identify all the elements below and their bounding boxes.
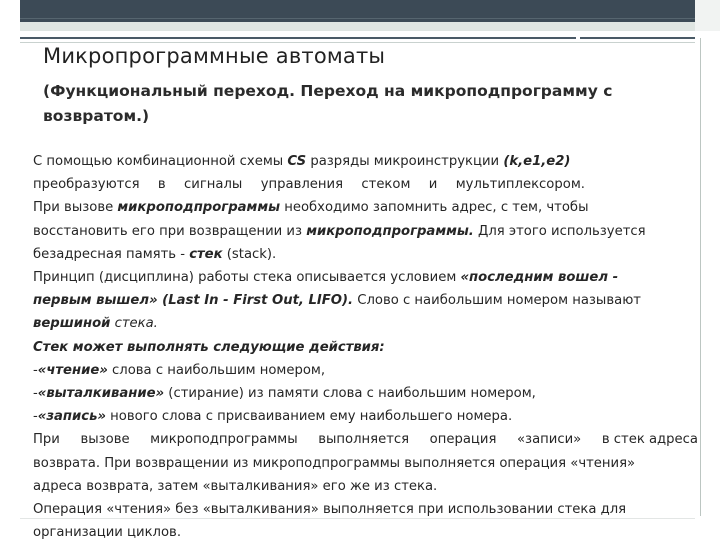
header-inner-line	[20, 18, 695, 19]
slide-title: Микропрограммные автоматы	[43, 44, 386, 68]
subtitle-line: (Функциональный переход. Переход на микроподпрограмму с	[43, 82, 613, 100]
title-rule-right	[580, 37, 695, 39]
body-line: Принцип (дисциплина) работы стека описывается условием «последним вошел -	[33, 270, 619, 286]
body-line: При вызове микроподпрограммы выполняется операция «записи» в стек адреса	[33, 432, 698, 448]
slide-subtitle	[43, 79, 673, 129]
body-line: С помощью комбинационной схемы CS разряды микроинструкции (k,e1,e2)	[33, 154, 571, 169]
body-line: безадресная память - стек (stack).	[33, 246, 277, 262]
title-hairline	[20, 42, 695, 43]
title-rule	[20, 37, 576, 39]
body-line: первым вышел» (Last In - First Out, LIFO). Слово с наибольшим номером называют	[33, 293, 641, 309]
slide-body	[33, 150, 705, 544]
body-line: вершиной стека.	[33, 316, 158, 332]
body-line: -«выталкивание» (стирание) из памяти слова с наибольшим номером,	[33, 386, 536, 402]
header-strip	[20, 22, 695, 31]
body-line: адреса возврата, затем «выталкивания» его же из стека.	[33, 478, 438, 494]
body-line: Стек может выполнять следующие действия:	[33, 339, 385, 355]
body-line: При вызове микроподпрограммы необходимо запомнить адрес, с тем, чтобы	[33, 200, 589, 216]
subtitle-line: возвратом.)	[43, 107, 150, 125]
corner-block	[695, 0, 720, 31]
body-line: преобразуются в сигналы управления стеком и мультиплексором.	[33, 177, 585, 193]
body-line: -«запись» нового слова с присваиванием ему наибольшего номера.	[33, 409, 513, 425]
body-line: Операция «чтения» без «выталкивания» выполняется при использовании стека для	[33, 502, 627, 518]
header-bar	[20, 0, 695, 22]
body-line: восстановить его при возвращении из микроподпрограммы. Для этого используется	[33, 223, 646, 239]
body-line: -«чтение» слова с наибольшим номером,	[33, 362, 326, 378]
body-line: организации циклов.	[33, 525, 182, 541]
body-line: возврата. При возвращении из микроподпрограммы выполняется операция «чтения»	[33, 455, 636, 471]
